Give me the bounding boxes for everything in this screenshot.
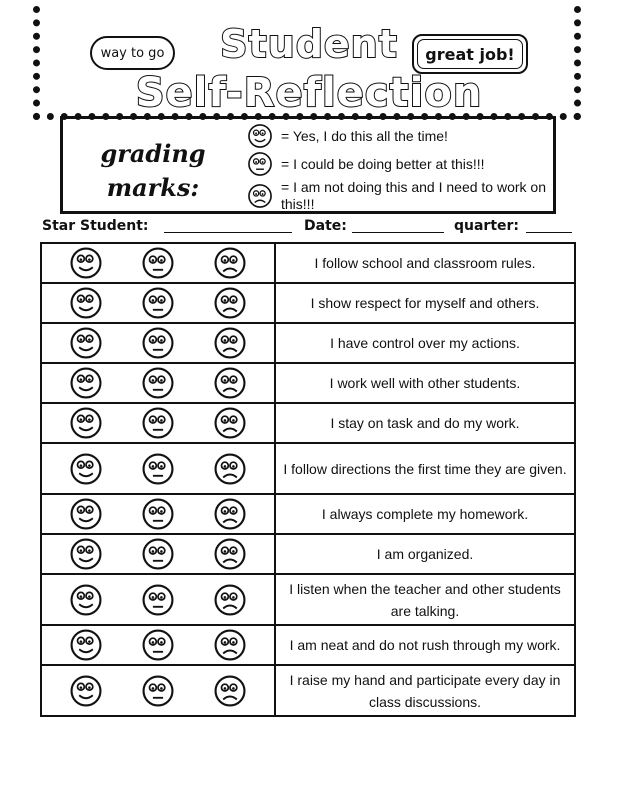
table-row [41,534,575,574]
face-choices [42,537,274,571]
statement-text: I have control over my actions. [275,323,575,363]
face-choices [42,628,274,662]
face-choices [42,497,274,531]
key-text-sad: = I am not doing this and I need to work on this!!! [281,179,547,212]
statement-text: I am neat and do not rush through my work. [275,625,575,665]
quarter-blank[interactable] [526,232,572,233]
table-row [41,323,575,363]
table-row [41,494,575,534]
star-student-label: Star Student: [42,218,149,234]
neutral-face-icon[interactable] [141,326,175,360]
face-choices [42,286,274,320]
face-choices-cell [41,443,275,494]
statement-text: I follow school and classroom rules. [275,243,575,283]
statement-text: I follow directions the first time they are given. [275,443,575,494]
statement-text: I work well with other students. [275,363,575,403]
face-choices-cell [41,403,275,443]
table-row [41,363,575,403]
happy-face-icon[interactable] [69,497,103,531]
way-to-go-badge: way to go [90,36,175,70]
neutral-face-icon[interactable] [141,452,175,486]
sad-face-icon[interactable] [213,537,247,571]
face-choices [42,583,274,617]
face-choices-cell [41,574,275,625]
face-choices-cell [41,625,275,665]
face-choices-cell [41,363,275,403]
sad-face-icon[interactable] [213,583,247,617]
key-row-happy [247,123,551,149]
neutral-face-icon[interactable] [141,628,175,662]
face-choices [42,406,274,440]
neutral-face-icon[interactable] [141,406,175,440]
happy-face-icon[interactable] [69,246,103,280]
face-choices [42,326,274,360]
face-choices-cell [41,323,275,363]
statement-text: I am organized. [275,534,575,574]
sad-face-icon[interactable] [213,326,247,360]
happy-face-icon[interactable] [69,366,103,400]
sad-face-icon[interactable] [213,452,247,486]
date-label: Date: [304,218,347,234]
happy-face-icon[interactable] [69,406,103,440]
title-student: Student [220,22,398,66]
grading-marks-label [93,137,213,205]
table-row [41,403,575,443]
key-row-sad [247,179,551,213]
happy-face-icon [247,123,273,149]
neutral-face-icon[interactable] [141,583,175,617]
happy-face-icon[interactable] [69,628,103,662]
happy-face-icon[interactable] [69,674,103,708]
neutral-face-icon[interactable] [141,246,175,280]
key-text-happy: = Yes, I do this all the time! [281,127,448,144]
face-choices [42,674,274,708]
happy-face-icon[interactable] [69,326,103,360]
sad-face-icon[interactable] [213,406,247,440]
grading-label-line1: grading [100,139,206,168]
grading-label-line2: marks: [106,173,200,202]
table-row [41,574,575,625]
sad-face-icon[interactable] [213,366,247,400]
key-text-neutral: = I could be doing better at this!!! [281,155,485,172]
student-info-line [42,218,582,240]
face-choices-cell [41,534,275,574]
table-row [41,283,575,323]
happy-face-icon[interactable] [69,452,103,486]
sad-face-icon [247,183,273,209]
statement-text: I raise my hand and participate every day in class discussions. [275,665,575,716]
neutral-face-icon[interactable] [141,497,175,531]
sad-face-icon[interactable] [213,286,247,320]
face-choices [42,452,274,486]
quarter-label: quarter: [454,218,520,234]
face-choices [42,366,274,400]
great-job-text: great job! [417,39,523,69]
statement-text: I show respect for myself and others. [275,283,575,323]
neutral-face-icon[interactable] [141,537,175,571]
sad-face-icon[interactable] [213,497,247,531]
reflection-table [40,242,576,717]
key-row-neutral [247,151,551,177]
face-choices-cell [41,243,275,283]
statement-text: I always complete my homework. [275,494,575,534]
date-blank[interactable] [352,232,444,233]
table-row [41,443,575,494]
star-student-blank[interactable] [164,232,292,233]
table-row [41,625,575,665]
face-choices-cell [41,283,275,323]
neutral-face-icon[interactable] [141,366,175,400]
face-choices [42,246,274,280]
title-self-reflection: Self-Reflection [135,70,483,116]
face-choices-cell [41,494,275,534]
happy-face-icon[interactable] [69,286,103,320]
statement-text: I stay on task and do my work. [275,403,575,443]
sad-face-icon[interactable] [213,628,247,662]
sad-face-icon[interactable] [213,246,247,280]
neutral-face-icon[interactable] [141,286,175,320]
neutral-face-icon[interactable] [141,674,175,708]
table-row [41,243,575,283]
happy-face-icon[interactable] [69,537,103,571]
face-choices-cell [41,665,275,716]
sad-face-icon[interactable] [213,674,247,708]
neutral-face-icon [247,151,273,177]
grading-key-box [60,116,556,214]
happy-face-icon[interactable] [69,583,103,617]
statement-text: I listen when the teacher and other students are talking. [275,574,575,625]
table-row [41,665,575,716]
